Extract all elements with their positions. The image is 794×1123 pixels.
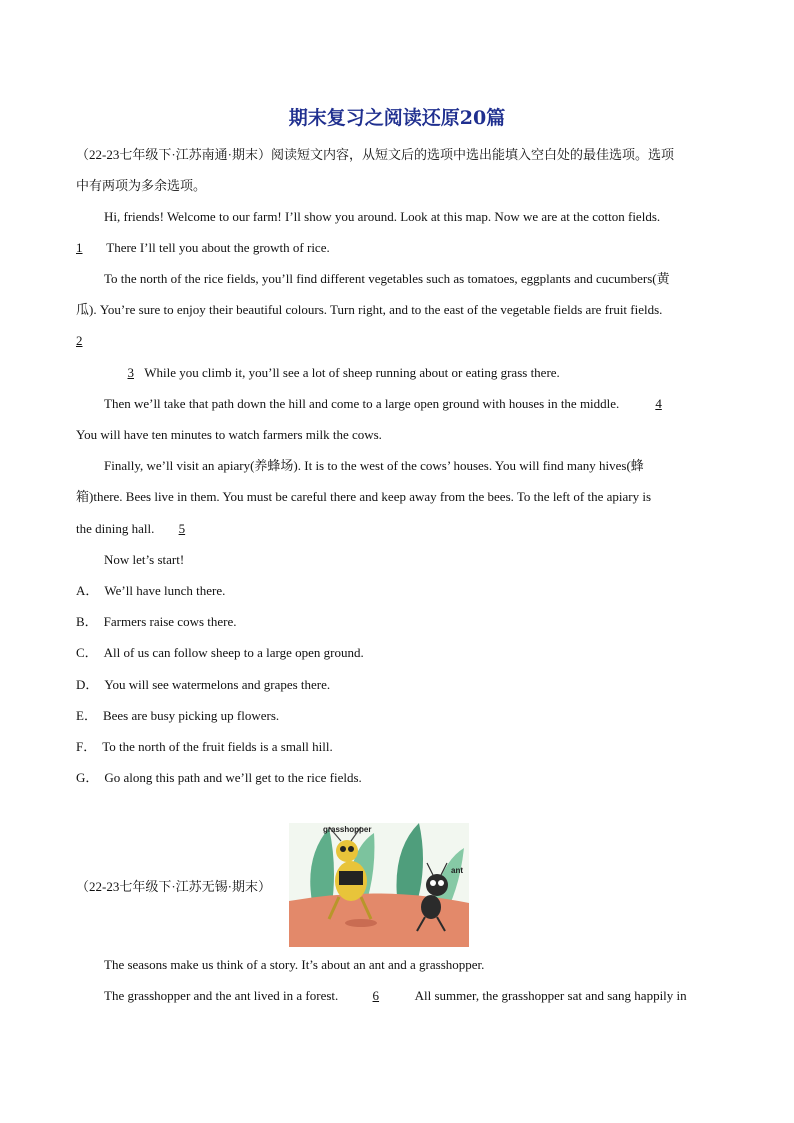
option-text: Bees are busy picking up flowers. <box>102 708 280 723</box>
option-b <box>76 613 237 631</box>
option-letter: G． <box>76 770 99 785</box>
paragraph2-line2: 瓜). You’re sure to enjoy their beautiful colours. Turn right, and to the east of the vegetable fields are fruit fields. <box>76 302 663 317</box>
blank-2: 2 <box>76 333 83 348</box>
passage2-source: （22-23七年级下·江苏无锡·期末） <box>76 879 271 894</box>
passage1-intro-line2: 中有两项为多余选项。 <box>76 178 207 193</box>
passage2-paragraph2-text: The grasshopper and the ant lived in a forest. <box>104 988 339 1003</box>
page-title: 期末复习之阅读还原20篇 <box>288 107 506 129</box>
blank-1: 1 <box>76 240 83 255</box>
grasshopper-ant-illustration <box>289 823 469 947</box>
paragraph4-line1-text: Then we’ll take that path down the hill and come to a large open ground with houses in the middle. <box>104 396 620 411</box>
paragraph6-line1: Now let’s start! <box>104 552 185 567</box>
paragraph1-line1: Hi, friends! Welcome to our farm! I’ll show you around. Look at this map. Now we are at the cotton fields. <box>104 209 661 224</box>
option-text: All of us can follow sheep to a large open ground. <box>103 645 364 660</box>
paragraph5-line1: Finally, we’ll visit an apiary(养蜂场). It is to the west of the cows’ houses. You will find many hives(蜂 <box>104 458 644 473</box>
paragraph3-line1 <box>104 364 560 382</box>
option-letter: A． <box>76 583 99 598</box>
passage1-intro-line1: （22-23七年级下·江苏南通·期末）阅读短文内容，从短文后的选项中选出能填入空白处的最佳选项。选项 <box>76 147 674 162</box>
passage2-paragraph2-text-end: All summer, the grasshopper sat and sang happily in <box>414 988 687 1003</box>
option-d <box>76 676 330 694</box>
paragraph5-line3-text: the dining hall. <box>76 521 155 536</box>
blank-5: 5 <box>178 521 186 536</box>
option-f <box>76 738 333 756</box>
option-a <box>76 582 225 600</box>
paragraph5-line2: 箱)there. Bees live in them. You must be careful there and keep away from the bees. To the left of the apiary is <box>76 489 652 504</box>
option-text: To the north of the fruit fields is a small hill. <box>102 739 333 754</box>
grasshopper-label: grasshopper <box>323 825 372 834</box>
paragraph5-line3 <box>76 520 197 538</box>
option-text: Go along this path and we’ll get to the rice fields. <box>104 770 362 785</box>
option-letter: F． <box>76 739 97 754</box>
paragraph4-line1 <box>104 395 662 413</box>
ant-label: ant <box>451 866 463 875</box>
paragraph4-line2: You will have ten minutes to watch farmers milk the cows. <box>76 427 382 442</box>
option-e <box>76 707 279 725</box>
paragraph1-line2-text: There I’ll tell you about the growth of rice. <box>106 240 330 255</box>
blank-3: 3 <box>127 365 134 380</box>
option-c <box>76 644 364 662</box>
paragraph3-line1-text: While you climb it, you’ll see a lot of sheep running about or eating grass there. <box>144 365 560 380</box>
paragraph1-line2 <box>76 239 330 257</box>
option-letter: B． <box>76 614 98 629</box>
option-letter: C． <box>76 645 98 660</box>
paragraph2-line3 <box>76 332 94 350</box>
passage2-paragraph1: The seasons make us think of a story. It’s about an ant and a grasshopper. <box>104 957 485 972</box>
blank-4: 4 <box>655 396 662 411</box>
passage2-paragraph2-line1 <box>104 987 687 1005</box>
blank-6: 6 <box>372 988 380 1003</box>
option-text: Farmers raise cows there. <box>103 614 237 629</box>
option-text: We’ll have lunch there. <box>104 583 226 598</box>
paragraph2-line1: To the north of the rice fields, you’ll find different vegetables such as tomatoes, eggplants and cucumbers(黄 <box>104 271 670 286</box>
option-text: You will see watermelons and grapes there. <box>104 677 331 692</box>
option-letter: E． <box>76 708 97 723</box>
option-letter: D． <box>76 677 99 692</box>
option-g <box>76 769 362 787</box>
